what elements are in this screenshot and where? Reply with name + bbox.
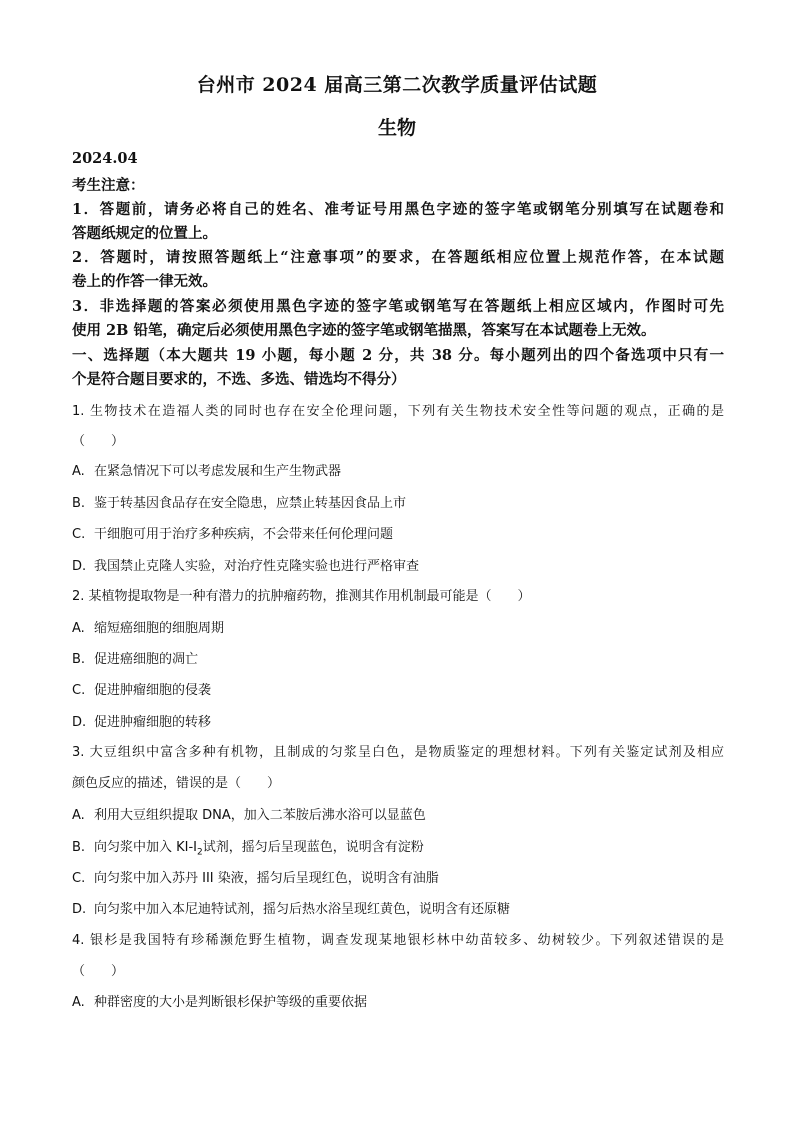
option-letter: A. (72, 464, 85, 479)
question-1-option-d (72, 555, 724, 574)
option-text: 鉴于转基因食品存在安全隐患，应禁止转基因食品上市 (94, 496, 407, 511)
option-text: 向匀浆中加入本尼迪特试剂，摇匀后热水浴呈现红黄色，说明含有还原糖 (94, 902, 511, 917)
option-text: 缩短癌细胞的细胞周期 (94, 621, 225, 636)
notice-item-1-line-2: 答题纸规定的位置上。 (72, 225, 217, 242)
exam-title: 台州市 2024 届高三第二次教学质量评估试题 (196, 74, 598, 96)
exam-subject: 生物 (377, 117, 416, 139)
option-letter: C. (72, 871, 86, 886)
question-4-option-a (72, 991, 724, 1010)
question-3-option-c (72, 867, 724, 886)
option-text: 向匀浆中加入苏丹 III 染液，摇匀后呈现红色，说明含有油脂 (94, 871, 439, 886)
notice-item-2-line-1: 2．答题时，请按照答题纸上“注意事项”的要求，在答题纸相应位置上规范作答，在本试题 (72, 249, 724, 266)
question-1-stem-paren: （ ） (72, 434, 125, 449)
option-letter: C. (72, 683, 86, 698)
option-letter: A. (72, 621, 85, 636)
option-text: 促进癌细胞的凋亡 (94, 652, 199, 667)
option-text-pre: 向匀浆中加入 KI-I (94, 840, 198, 855)
question-4-stem: 4. 银杉是我国特有珍稀濒危野生植物，调查发现某地银杉林中幼苗较多、幼树较少。下列叙述错误的是 (72, 933, 724, 948)
question-3-option-d (72, 898, 724, 917)
option-text-post: 试剂，摇匀后呈现蓝色，说明含有淀粉 (202, 840, 424, 855)
exam-date: 2024.04 (72, 150, 138, 167)
option-text-subscript: 2 (197, 847, 203, 858)
question-2-option-b (72, 648, 724, 667)
question-3-option-a (72, 804, 724, 823)
question-3-stem-line-2: 颜色反应的描述，错误的是（ ） (72, 776, 281, 791)
option-text: 干细胞可用于治疗多种疾病，不会带来任何伦理问题 (94, 527, 394, 542)
question-4-stem-paren: （ ） (72, 964, 125, 979)
notice-item-2-line-2: 卷上的作答一律无效。 (72, 273, 217, 290)
option-letter: A. (72, 808, 85, 823)
section-heading-line-2: 个是符合题目要求的，不选、多选、错选均不得分） (72, 371, 406, 388)
question-2-stem: 2. 某植物提取物是一种有潜力的抗肿瘤药物，推测其作用机制最可能是（ ） (72, 589, 531, 604)
option-letter: D. (72, 559, 87, 574)
question-2-option-a (72, 617, 724, 636)
question-1-stem: 1. 生物技术在造福人类的同时也存在安全伦理问题，下列有关生物技术安全性等问题的观点，正确的是 (72, 404, 724, 419)
question-2-option-c (72, 679, 724, 698)
section-heading-line-1: 一、选择题（本大题共 19 小题，每小题 2 分，共 38 分。每小题列出的四个备选项中只有一 (72, 347, 724, 364)
question-3-stem: 3. 大豆组织中富含多种有机物，且制成的匀浆呈白色，是物质鉴定的理想材料。下列有关鉴定试剂及相应 (72, 745, 724, 760)
notice-item-3-line-1: 3．非选择题的答案必须使用黑色字迹的签字笔或钢笔写在答题纸上相应区域内，作图时可先 (72, 298, 724, 315)
option-letter: D. (72, 715, 87, 730)
option-letter: A. (72, 995, 85, 1010)
option-text: 促进肿瘤细胞的侵袭 (94, 683, 212, 698)
question-3-option-b (72, 836, 724, 858)
option-letter: B. (72, 840, 86, 855)
option-text: 促进肿瘤细胞的转移 (94, 715, 212, 730)
notice-heading: 考生注意： (72, 177, 145, 194)
notice-item-1-line-1: 1．答题前，请务必将自己的姓名、准考证号用黑色字迹的签字笔或钢笔分别填写在试题卷和 (72, 201, 724, 218)
option-letter: C. (72, 527, 86, 542)
notice-item-3-line-2: 使用 2B 铅笔，确定后必须使用黑色字迹的签字笔或钢笔描黑，答案写在本试题卷上无效。 (72, 322, 656, 339)
option-letter: B. (72, 496, 86, 511)
option-text: 利用大豆组织提取 DNA，加入二苯胺后沸水浴可以显蓝色 (94, 808, 426, 823)
option-text: 种群密度的大小是判断银杉保护等级的重要依据 (94, 995, 368, 1010)
question-1-option-a (72, 460, 724, 479)
option-letter: B. (72, 652, 86, 667)
question-1-option-c (72, 523, 724, 542)
option-letter: D. (72, 902, 87, 917)
question-1-option-b (72, 492, 724, 511)
option-text: 在紧急情况下可以考虑发展和生产生物武器 (94, 464, 342, 479)
question-2-option-d (72, 711, 724, 730)
option-text: 我国禁止克隆人实验，对治疗性克隆实验也进行严格审查 (94, 559, 420, 574)
